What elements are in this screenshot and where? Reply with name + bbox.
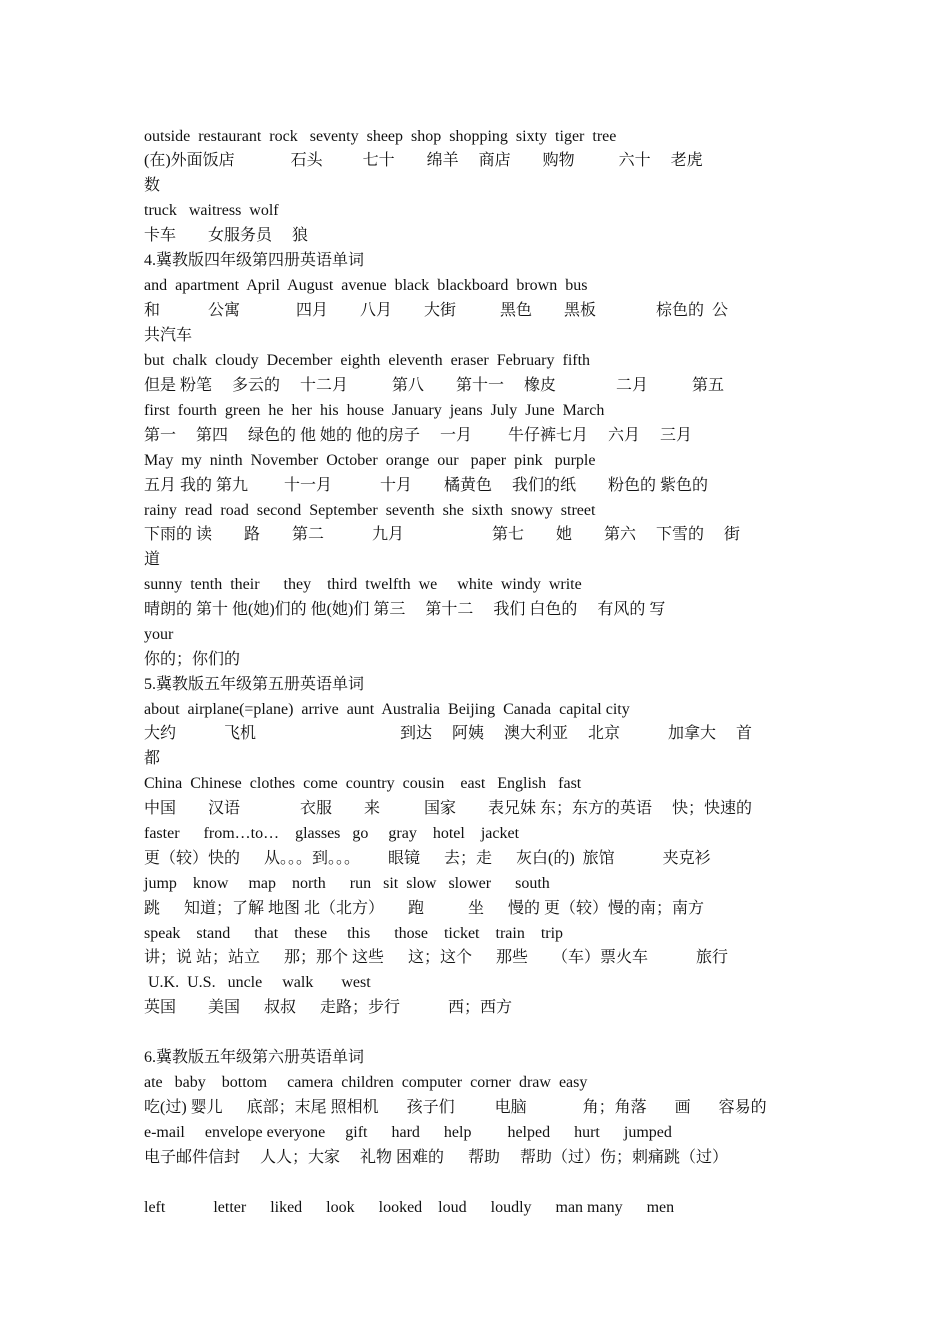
blank-line-37 bbox=[144, 1023, 814, 1045]
vocab-line-32: 跳 知道；了解 地图 北（北方） 跑 坐 慢的 更（较）慢的南；南方 bbox=[144, 900, 705, 917]
vocab-line-22: 你的；你们的 bbox=[144, 651, 241, 668]
vocab-line-39: ate baby bottom camera children computer corner draw easy bbox=[144, 1074, 588, 1091]
vocab-line-3: 数 bbox=[144, 177, 161, 194]
vocab-line-33: speak stand that these this those ticket train trip bbox=[144, 925, 564, 942]
vocab-line-2: (在)外面饭店 石头 七十 绵羊 商店 购物 六十 老虎 bbox=[144, 152, 703, 169]
vocab-line-26: 都 bbox=[144, 750, 161, 767]
vocab-line-30: 更（较）快的 从。。。到。。。 眼镜 去；走 灰白(的) 旅馆 夹克衫 bbox=[144, 850, 711, 867]
vocab-line-29: faster from…to… glasses go gray hotel jacket bbox=[144, 825, 520, 842]
vocab-line-36: 英国 美国 叔叔 走路；步行 西；西方 bbox=[144, 999, 513, 1016]
vocab-line-34: 讲；说 站；站立 那；那个 这些 这；这个 那些 （车）票火车 旅行 bbox=[144, 949, 729, 966]
section-heading-6: 6.冀教版五年级第六册英语单词 bbox=[144, 1049, 365, 1066]
vocab-line-13: 第一 第四 绿色的 他 她的 他的房子 一月 牛仔裤七月 六月 三月 bbox=[144, 427, 693, 444]
vocab-line-7: and apartment April August avenue black blackboard brown bus bbox=[144, 277, 588, 294]
vocab-line-20: 晴朗的 第十 他(她)们的 他(她)们 第三 第十二 我们 白色的 有风的 写 bbox=[144, 601, 666, 618]
vocab-line-42: 电子邮件信封 人人；大家 礼物 困难的 帮助 帮助（过）伤；刺痛跳（过） bbox=[144, 1149, 729, 1166]
vocab-line-21: your bbox=[144, 626, 174, 643]
vocab-line-15: 五月 我的 第九 十一月 十月 橘黄色 我们的纸 粉色的 紫色的 bbox=[144, 477, 709, 494]
section-heading-5: 5.冀教版五年级第五册英语单词 bbox=[144, 676, 365, 693]
vocab-line-16: rainy read road second September seventh she sixth snowy street bbox=[144, 502, 596, 519]
vocab-line-44: left letter liked look looked loud loudly man many men bbox=[144, 1199, 675, 1216]
vocab-line-19: sunny tenth their they third twelfth we white windy write bbox=[144, 576, 582, 593]
vocab-line-11: 但是 粉笔 多云的 十二月 第八 第十一 橡皮 二月 第五 bbox=[144, 377, 725, 394]
vocab-line-41: e-mail envelope everyone gift hard help helped hurt jumped bbox=[144, 1124, 672, 1141]
vocab-line-14: May my ninth November October orange our paper pink purple bbox=[144, 452, 596, 469]
vocab-line-27: China Chinese clothes come country cousin east English fast bbox=[144, 775, 582, 792]
vocab-line-8: 和 公寓 四月 八月 大街 黑色 黑板 棕色的 公 bbox=[144, 302, 729, 319]
vocab-line-40: 吃(过) 婴儿 底部；末尾 照相机 孩子们 电脑 角；角落 画 容易的 bbox=[144, 1099, 767, 1116]
vocab-line-31: jump know map north run sit slow slower south bbox=[144, 875, 550, 892]
vocab-line-1: outside restaurant rock seventy sheep shop shopping sixty tiger tree bbox=[144, 128, 617, 145]
vocab-line-10: but chalk cloudy December eighth eleventh eraser February fifth bbox=[144, 352, 591, 369]
vocab-line-9: 共汽车 bbox=[144, 327, 193, 344]
vocab-line-25: 大约 飞机 到达 阿姨 澳大利亚 北京 加拿大 首 bbox=[144, 725, 753, 742]
vocab-line-17: 下雨的 读 路 第二 九月 第七 她 第六 下雪的 街 bbox=[144, 526, 741, 543]
vocab-line-4: truck waitress wolf bbox=[144, 202, 279, 219]
vocab-line-24: about airplane(=plane) arrive aunt Australia Beijing Canada capital city bbox=[144, 701, 630, 718]
section-heading-4: 4.冀教版四年级第四册英语单词 bbox=[144, 252, 365, 269]
vocab-line-35: U.K. U.S. uncle walk west bbox=[144, 974, 371, 991]
blank-line-43 bbox=[144, 1173, 814, 1195]
vocab-line-28: 中国 汉语 衣服 来 国家 表兄妹 东；东方的英语 快；快速的 bbox=[144, 800, 753, 817]
vocab-line-18: 道 bbox=[144, 551, 161, 568]
vocab-line-12: first fourth green he her his house January jeans July June March bbox=[144, 402, 605, 419]
vocab-line-5: 卡车 女服务员 狼 bbox=[144, 227, 309, 244]
